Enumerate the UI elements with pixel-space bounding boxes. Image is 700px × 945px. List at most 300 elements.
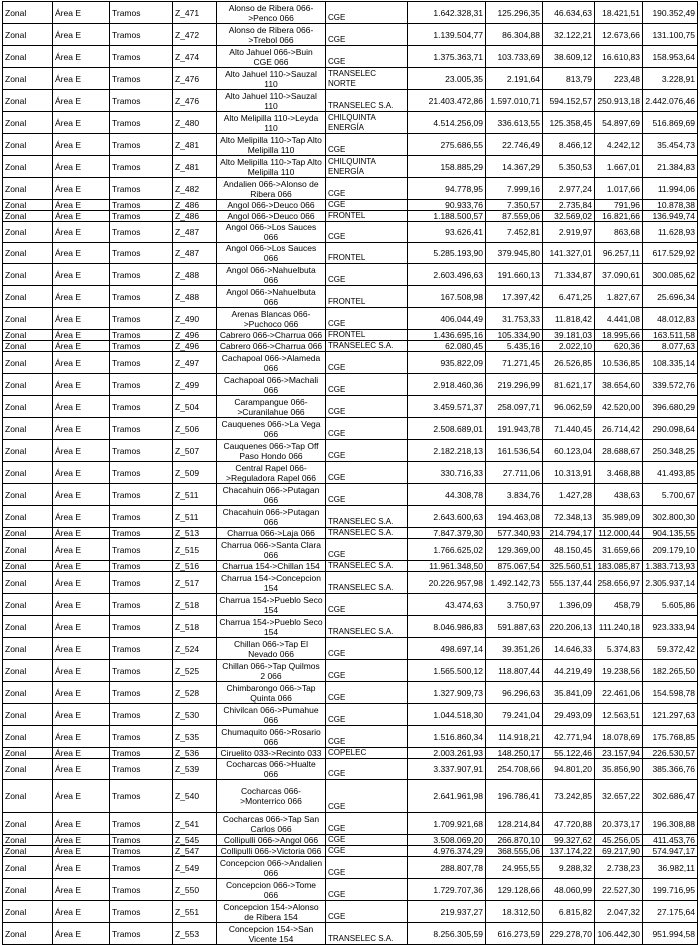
value-1-cell: 275.686,55: [408, 134, 486, 156]
zonal-cell: Zonal: [3, 264, 53, 286]
value-3-cell: 42.771,94: [543, 726, 595, 748]
value-4-cell: 458,79: [595, 594, 643, 616]
tipo-cell: Tramos: [110, 857, 173, 879]
total-cell: 250.348,25: [643, 440, 698, 462]
total-cell: 617.529,92: [643, 243, 698, 264]
zonal-cell: Zonal: [3, 506, 53, 528]
value-1-cell: 330.716,33: [408, 462, 486, 484]
value-3-cell: 594.152,57: [543, 90, 595, 112]
table-row: [3, 682, 698, 704]
value-3-cell: 29.493,09: [543, 704, 595, 726]
value-3-cell: 32.569,02: [543, 211, 595, 222]
tramo-id-cell: Z_474: [173, 46, 217, 68]
zonal-cell: Zonal: [3, 330, 53, 341]
value-2-cell: 14.367,29: [486, 156, 543, 178]
tramo-name-cell: Charrua 154->Pueblo Seco 154: [217, 594, 326, 616]
tramo-name-cell: Chivilcan 066->Pumahue 066: [217, 704, 326, 726]
total-cell: 175.768,85: [643, 726, 698, 748]
value-4-cell: 111.240,18: [595, 616, 643, 638]
value-4-cell: 18.078,69: [595, 726, 643, 748]
value-2-cell: 591.887,63: [486, 616, 543, 638]
value-1-cell: 3.459.571,37: [408, 396, 486, 418]
tramo-name-cell: Chillan 066->Tap Quilmos 2 066: [217, 660, 326, 682]
table-row: [3, 901, 698, 923]
empresa-cell: CGE: [326, 200, 408, 211]
tramo-id-cell: Z_518: [173, 594, 217, 616]
tipo-cell: Tramos: [110, 572, 173, 594]
value-3-cell: 214.794,17: [543, 528, 595, 539]
total-cell: 11.994,06: [643, 178, 698, 200]
value-3-cell: 6.471,25: [543, 286, 595, 308]
zonal-cell: Zonal: [3, 780, 53, 813]
value-1-cell: 11.961.348,50: [408, 561, 486, 572]
tipo-cell: Tramos: [110, 374, 173, 396]
value-3-cell: 2.919,97: [543, 222, 595, 243]
tramo-id-cell: Z_488: [173, 286, 217, 308]
zonal-cell: Zonal: [3, 286, 53, 308]
tramo-id-cell: Z_515: [173, 539, 217, 561]
value-2-cell: 368.555,06: [486, 846, 543, 857]
tramo-name-cell: Collipulli 066->Angol 066: [217, 835, 326, 846]
empresa-cell: TRANSELEC S.A.: [326, 528, 408, 539]
value-1-cell: 3.337.907,91: [408, 759, 486, 780]
value-1-cell: 1.565.500,12: [408, 660, 486, 682]
value-1-cell: 8.046.986,83: [408, 616, 486, 638]
tipo-cell: Tramos: [110, 726, 173, 748]
tipo-cell: Tramos: [110, 352, 173, 374]
empresa-cell: CGE: [326, 780, 408, 813]
value-4-cell: 20.373,17: [595, 813, 643, 835]
tramo-id-cell: Z_481: [173, 134, 217, 156]
value-2-cell: 18.312,50: [486, 901, 543, 923]
table-row: [3, 90, 698, 112]
tramo-name-cell: Cachapoal 066->Machali 066: [217, 374, 326, 396]
value-4-cell: 35.856,90: [595, 759, 643, 780]
zonal-cell: Zonal: [3, 243, 53, 264]
value-2-cell: 128.214,84: [486, 813, 543, 835]
table-row: [3, 200, 698, 211]
total-cell: 302.686,47: [643, 780, 698, 813]
empresa-cell: TRANSELEC NORTE: [326, 68, 408, 90]
area-cell: Área E: [53, 222, 110, 243]
value-2-cell: 191.660,13: [486, 264, 543, 286]
value-2-cell: 2.191,64: [486, 68, 543, 90]
total-cell: 209.179,10: [643, 539, 698, 561]
tramo-id-cell: Z_516: [173, 561, 217, 572]
tipo-cell: Tramos: [110, 506, 173, 528]
value-1-cell: 1.044.518,30: [408, 704, 486, 726]
empresa-cell: CGE: [326, 396, 408, 418]
table-row: [3, 211, 698, 222]
area-cell: Área E: [53, 243, 110, 264]
table-row: [3, 923, 698, 945]
value-2-cell: 22.746,49: [486, 134, 543, 156]
tramo-id-cell: Z_517: [173, 572, 217, 594]
value-1-cell: 1.766.625,02: [408, 539, 486, 561]
value-2-cell: 148.250,17: [486, 748, 543, 759]
zonal-cell: Zonal: [3, 901, 53, 923]
value-3-cell: 81.621,17: [543, 374, 595, 396]
tramo-id-cell: Z_509: [173, 462, 217, 484]
empresa-cell: CGE: [326, 264, 408, 286]
value-2-cell: 5.435,16: [486, 341, 543, 352]
table-row: [3, 813, 698, 835]
area-cell: Área E: [53, 440, 110, 462]
tramo-name-cell: Angol 066->Deuco 066: [217, 200, 326, 211]
table-row: [3, 484, 698, 506]
area-cell: Área E: [53, 506, 110, 528]
total-cell: 574.947,17: [643, 846, 698, 857]
tramo-id-cell: Z_511: [173, 506, 217, 528]
total-cell: 385.366,76: [643, 759, 698, 780]
empresa-cell: CGE: [326, 857, 408, 879]
zonal-cell: Zonal: [3, 923, 53, 945]
tramo-name-cell: Chacahuin 066->Putagan 066: [217, 484, 326, 506]
tramo-name-cell: Alto Melipilla 110->Tap Alto Melipilla 110: [217, 134, 326, 156]
value-1-cell: 23.005,35: [408, 68, 486, 90]
zonal-cell: Zonal: [3, 24, 53, 46]
empresa-cell: CGE: [326, 682, 408, 704]
area-cell: Área E: [53, 759, 110, 780]
zonal-cell: Zonal: [3, 484, 53, 506]
total-cell: 59.372,42: [643, 638, 698, 660]
tramo-id-cell: Z_499: [173, 374, 217, 396]
value-2-cell: 24.955,55: [486, 857, 543, 879]
tipo-cell: Tramos: [110, 528, 173, 539]
tipo-cell: Tramos: [110, 704, 173, 726]
value-4-cell: 26.714,42: [595, 418, 643, 440]
value-1-cell: 8.256.305,59: [408, 923, 486, 945]
value-2-cell: 379.945,80: [486, 243, 543, 264]
value-2-cell: 71.271,45: [486, 352, 543, 374]
tramo-id-cell: Z_545: [173, 835, 217, 846]
tramo-id-cell: Z_541: [173, 813, 217, 835]
area-cell: Área E: [53, 846, 110, 857]
value-2-cell: 254.708,66: [486, 759, 543, 780]
tipo-cell: Tramos: [110, 418, 173, 440]
tramo-name-cell: Charrua 154->Chillan 154: [217, 561, 326, 572]
value-2-cell: 79.241,04: [486, 704, 543, 726]
tipo-cell: Tramos: [110, 178, 173, 200]
value-1-cell: 43.474,63: [408, 594, 486, 616]
zonal-cell: Zonal: [3, 616, 53, 638]
area-cell: Área E: [53, 901, 110, 923]
area-cell: Área E: [53, 134, 110, 156]
empresa-cell: CGE: [326, 2, 408, 24]
zonal-cell: Zonal: [3, 748, 53, 759]
tramo-id-cell: Z_513: [173, 528, 217, 539]
table-row: [3, 561, 698, 572]
value-1-cell: 1.188.500,57: [408, 211, 486, 222]
zonal-cell: Zonal: [3, 857, 53, 879]
table-row: [3, 341, 698, 352]
area-cell: Área E: [53, 46, 110, 68]
value-1-cell: 1.139.504,77: [408, 24, 486, 46]
tramo-id-cell: Z_496: [173, 341, 217, 352]
value-2-cell: 3.750,97: [486, 594, 543, 616]
area-cell: Área E: [53, 24, 110, 46]
value-2-cell: 87.559,06: [486, 211, 543, 222]
empresa-cell: CGE: [326, 846, 408, 857]
area-cell: Área E: [53, 923, 110, 945]
tipo-cell: Tramos: [110, 68, 173, 90]
zonal-cell: Zonal: [3, 462, 53, 484]
tramo-name-cell: Cocharcas 066->Monterrico 066: [217, 780, 326, 813]
value-4-cell: 1.827,67: [595, 286, 643, 308]
table-row: [3, 704, 698, 726]
table-row: [3, 243, 698, 264]
value-4-cell: 3.468,88: [595, 462, 643, 484]
value-1-cell: 2.641.961,98: [408, 780, 486, 813]
value-3-cell: 55.122,46: [543, 748, 595, 759]
empresa-cell: CGE: [326, 660, 408, 682]
value-4-cell: 5.374,83: [595, 638, 643, 660]
total-cell: 154.598,78: [643, 682, 698, 704]
zonal-cell: Zonal: [3, 528, 53, 539]
tramo-id-cell: Z_481: [173, 156, 217, 178]
tipo-cell: Tramos: [110, 748, 173, 759]
tipo-cell: Tramos: [110, 330, 173, 341]
tramo-name-cell: Cauquenes 066->La Vega 066: [217, 418, 326, 440]
value-4-cell: 18.995,66: [595, 330, 643, 341]
total-cell: 35.454,73: [643, 134, 698, 156]
value-1-cell: 20.226.957,98: [408, 572, 486, 594]
tramo-name-cell: Alto Melipilla 110->Leyda 110: [217, 112, 326, 134]
value-1-cell: 93.626,41: [408, 222, 486, 243]
total-cell: 951.994,58: [643, 923, 698, 945]
total-cell: 2.305.937,14: [643, 572, 698, 594]
table-row: [3, 222, 698, 243]
tramo-name-cell: Charrua 154->Pueblo Seco 154: [217, 616, 326, 638]
empresa-cell: CGE: [326, 134, 408, 156]
tramo-name-cell: Concepcion 154->Alonso de Ribera 154: [217, 901, 326, 923]
table-row: [3, 112, 698, 134]
tramo-name-cell: Angol 066->Nahuelbuta 066: [217, 264, 326, 286]
value-2-cell: 17.397,42: [486, 286, 543, 308]
total-cell: 36.982,11: [643, 857, 698, 879]
value-2-cell: 266.870,10: [486, 835, 543, 846]
tramo-name-cell: Cauquenes 066->Tap Off Paso Hondo 066: [217, 440, 326, 462]
tramo-name-cell: Concepcion 066->Tome 066: [217, 879, 326, 901]
table-body: [3, 2, 698, 945]
tipo-cell: Tramos: [110, 2, 173, 24]
value-2-cell: 27.711,06: [486, 462, 543, 484]
tramo-id-cell: Z_549: [173, 857, 217, 879]
total-cell: 136.949,74: [643, 211, 698, 222]
tipo-cell: Tramos: [110, 835, 173, 846]
area-cell: Área E: [53, 528, 110, 539]
value-1-cell: 935.822,09: [408, 352, 486, 374]
area-cell: Área E: [53, 748, 110, 759]
zonal-cell: Zonal: [3, 539, 53, 561]
tipo-cell: Tramos: [110, 616, 173, 638]
value-4-cell: 250.913,18: [595, 90, 643, 112]
value-3-cell: 5.350,53: [543, 156, 595, 178]
total-cell: 10.878,38: [643, 200, 698, 211]
total-cell: 290.098,64: [643, 418, 698, 440]
tramo-id-cell: Z_547: [173, 846, 217, 857]
zonal-cell: Zonal: [3, 759, 53, 780]
tramo-name-cell: Ciruelito 033->Recinto 033: [217, 748, 326, 759]
tramo-name-cell: Concepcion 154->San Vicente 154: [217, 923, 326, 945]
tramo-name-cell: Charrua 066->Santa Clara 066: [217, 539, 326, 561]
value-3-cell: 48.150,45: [543, 539, 595, 561]
value-4-cell: 10.536,85: [595, 352, 643, 374]
table-row: [3, 24, 698, 46]
value-4-cell: 2.738,23: [595, 857, 643, 879]
total-cell: 516.869,69: [643, 112, 698, 134]
value-2-cell: 196.786,41: [486, 780, 543, 813]
tramo-id-cell: Z_486: [173, 211, 217, 222]
total-cell: 3.228,91: [643, 68, 698, 90]
total-cell: 21.384,83: [643, 156, 698, 178]
tramo-name-cell: Alto Jahuel 110->Sauzal 110: [217, 68, 326, 90]
value-3-cell: 26.526,85: [543, 352, 595, 374]
value-3-cell: 99.327,62: [543, 835, 595, 846]
tipo-cell: Tramos: [110, 24, 173, 46]
table-row: [3, 857, 698, 879]
tipo-cell: Tramos: [110, 90, 173, 112]
value-2-cell: 1.492.142,73: [486, 572, 543, 594]
value-4-cell: 69.217,90: [595, 846, 643, 857]
value-3-cell: 8.466,12: [543, 134, 595, 156]
table-row: [3, 156, 698, 178]
tramo-id-cell: Z_471: [173, 2, 217, 24]
value-4-cell: 32.657,22: [595, 780, 643, 813]
table-row: [3, 418, 698, 440]
tipo-cell: Tramos: [110, 440, 173, 462]
tramo-name-cell: Angol 066->Los Sauces 066: [217, 243, 326, 264]
value-2-cell: 1.597.010,71: [486, 90, 543, 112]
empresa-cell: CGE: [326, 638, 408, 660]
empresa-cell: CGE: [326, 539, 408, 561]
area-cell: Área E: [53, 286, 110, 308]
table-row: [3, 308, 698, 330]
zonal-cell: Zonal: [3, 134, 53, 156]
area-cell: Área E: [53, 2, 110, 24]
total-cell: 1.383.713,93: [643, 561, 698, 572]
tramo-name-cell: Angol 066->Deuco 066: [217, 211, 326, 222]
tipo-cell: Tramos: [110, 462, 173, 484]
value-1-cell: 1.516.860,34: [408, 726, 486, 748]
tramos-table: [2, 1, 698, 945]
value-4-cell: 16.821,66: [595, 211, 643, 222]
empresa-cell: CGE: [326, 374, 408, 396]
tramo-name-cell: Carampangue 066->Curanilahue 066: [217, 396, 326, 418]
zonal-cell: Zonal: [3, 638, 53, 660]
total-cell: 108.335,14: [643, 352, 698, 374]
table-row: [3, 374, 698, 396]
zonal-cell: Zonal: [3, 178, 53, 200]
area-cell: Área E: [53, 682, 110, 704]
table-row: [3, 2, 698, 24]
value-3-cell: 48.060,99: [543, 879, 595, 901]
tipo-cell: Tramos: [110, 200, 173, 211]
empresa-cell: CGE: [326, 418, 408, 440]
table-row: [3, 462, 698, 484]
zonal-cell: Zonal: [3, 222, 53, 243]
table-row: [3, 726, 698, 748]
tramo-id-cell: Z_488: [173, 264, 217, 286]
value-3-cell: 71.440,45: [543, 418, 595, 440]
tipo-cell: Tramos: [110, 112, 173, 134]
value-2-cell: 161.536,54: [486, 440, 543, 462]
tramo-name-cell: Alto Melipilla 110->Tap Alto Melipilla 110: [217, 156, 326, 178]
table-row: [3, 286, 698, 308]
value-3-cell: 96.062,59: [543, 396, 595, 418]
total-cell: 163.511,58: [643, 330, 698, 341]
area-cell: Área E: [53, 112, 110, 134]
zonal-cell: Zonal: [3, 211, 53, 222]
value-1-cell: 2.508.689,01: [408, 418, 486, 440]
tramo-id-cell: Z_504: [173, 396, 217, 418]
empresa-cell: CGE: [326, 759, 408, 780]
value-3-cell: 220.206,13: [543, 616, 595, 638]
empresa-cell: CGE: [326, 813, 408, 835]
tipo-cell: Tramos: [110, 561, 173, 572]
area-cell: Área E: [53, 780, 110, 813]
tramo-id-cell: Z_506: [173, 418, 217, 440]
tipo-cell: Tramos: [110, 211, 173, 222]
area-cell: Área E: [53, 835, 110, 846]
tramo-id-cell: Z_511: [173, 484, 217, 506]
tipo-cell: Tramos: [110, 846, 173, 857]
tipo-cell: Tramos: [110, 759, 173, 780]
tramo-name-cell: Cabrero 066->Charrua 066: [217, 341, 326, 352]
value-1-cell: 2.182.218,13: [408, 440, 486, 462]
area-cell: Área E: [53, 616, 110, 638]
table-row: [3, 780, 698, 813]
empresa-cell: CGE: [326, 308, 408, 330]
value-3-cell: 2.022,10: [543, 341, 595, 352]
tramo-id-cell: Z_553: [173, 923, 217, 945]
value-1-cell: 3.508.069,20: [408, 835, 486, 846]
total-cell: 5.700,67: [643, 484, 698, 506]
area-cell: Área E: [53, 704, 110, 726]
tramo-id-cell: Z_518: [173, 616, 217, 638]
value-4-cell: 1.667,01: [595, 156, 643, 178]
value-3-cell: 60.123,04: [543, 440, 595, 462]
tramo-id-cell: Z_550: [173, 879, 217, 901]
tramo-name-cell: Cocharcas 066->Hualte 066: [217, 759, 326, 780]
empresa-cell: TRANSELEC S.A.: [326, 923, 408, 945]
zonal-cell: Zonal: [3, 561, 53, 572]
value-1-cell: 1.729.707,36: [408, 879, 486, 901]
value-3-cell: 1.427,28: [543, 484, 595, 506]
value-4-cell: 23.157,94: [595, 748, 643, 759]
table-row: [3, 759, 698, 780]
value-4-cell: 258.656,97: [595, 572, 643, 594]
value-4-cell: 12.673,66: [595, 24, 643, 46]
value-4-cell: 112.000,44: [595, 528, 643, 539]
empresa-cell: TRANSELEC S.A.: [326, 341, 408, 352]
value-1-cell: 167.508,98: [408, 286, 486, 308]
zonal-cell: Zonal: [3, 813, 53, 835]
tramo-name-cell: Alonso de Ribera 066->Penco 066: [217, 2, 326, 24]
total-cell: 196.308,88: [643, 813, 698, 835]
tramo-id-cell: Z_476: [173, 68, 217, 90]
empresa-cell: FRONTEL: [326, 243, 408, 264]
value-4-cell: 38.654,60: [595, 374, 643, 396]
value-2-cell: 105.334,90: [486, 330, 543, 341]
value-4-cell: 863,68: [595, 222, 643, 243]
value-1-cell: 5.285.193,90: [408, 243, 486, 264]
value-4-cell: 183.085,87: [595, 561, 643, 572]
table-row: [3, 506, 698, 528]
value-2-cell: 129.369,00: [486, 539, 543, 561]
value-3-cell: 2.977,24: [543, 178, 595, 200]
empresa-cell: CHILQUINTA ENERGÍA: [326, 156, 408, 178]
